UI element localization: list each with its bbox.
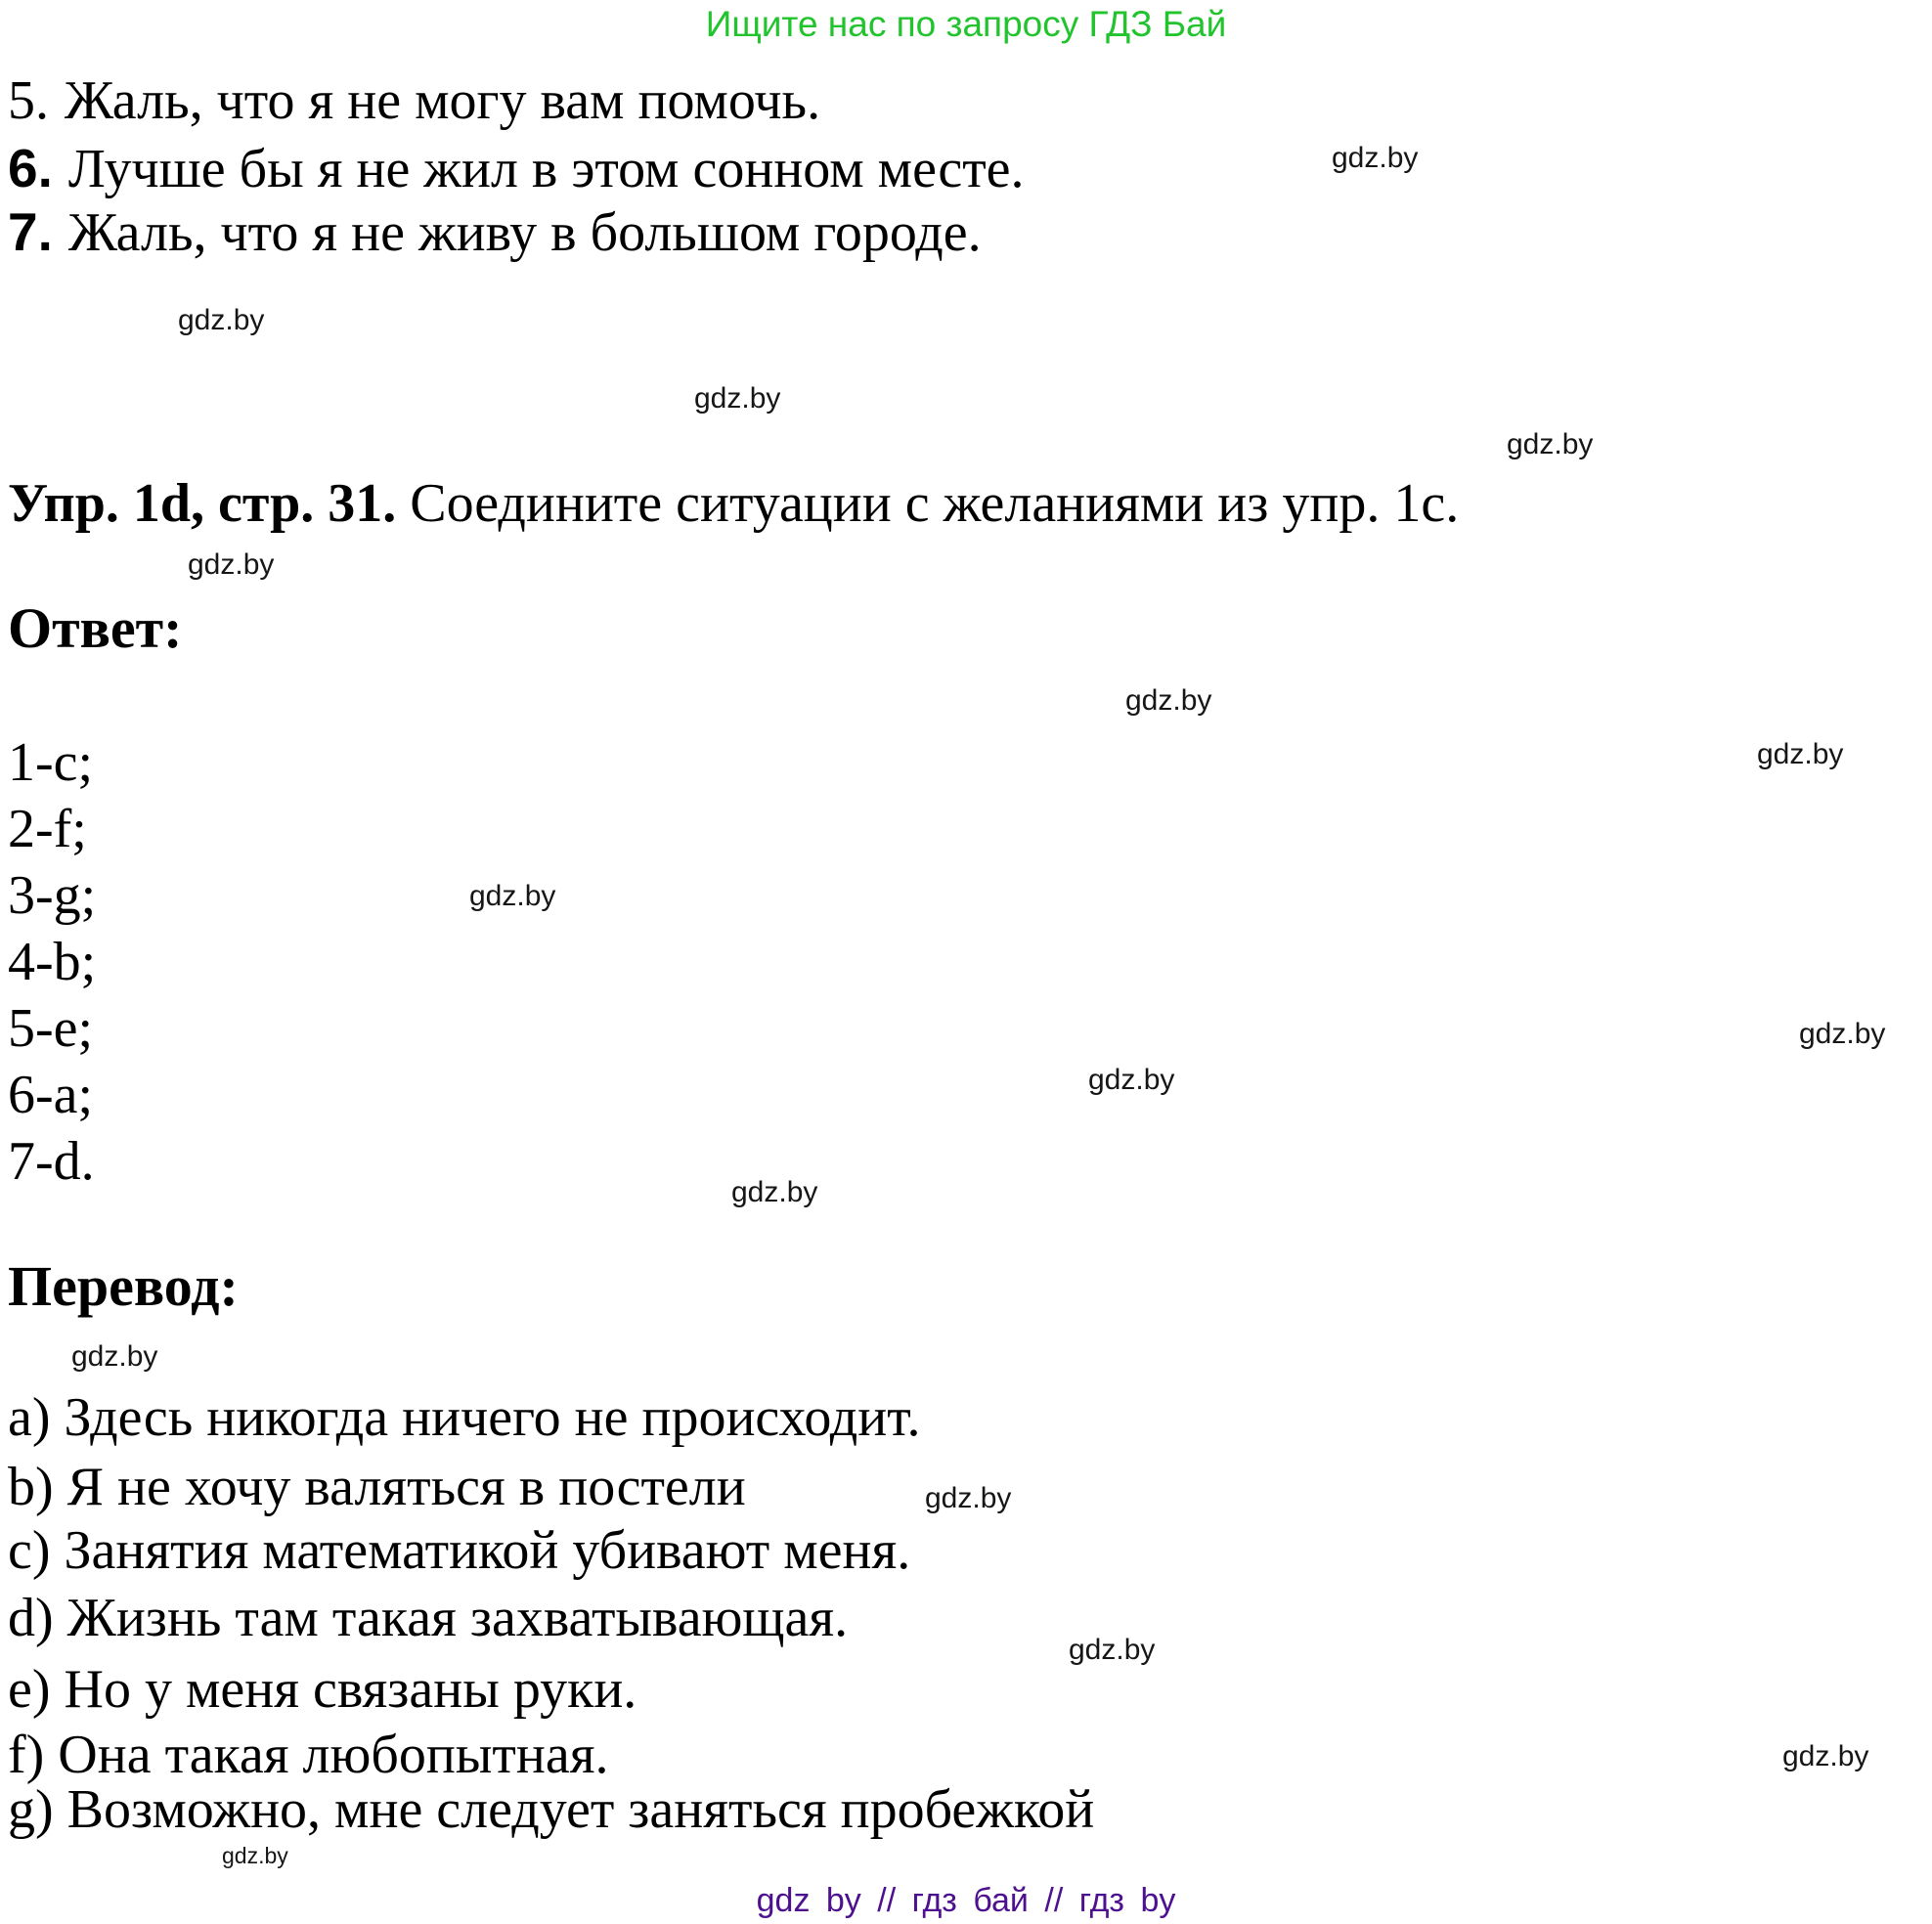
watermark: gdz.by xyxy=(1069,1634,1156,1666)
sentence-item-5 xyxy=(8,69,820,132)
sentence-number: 7. xyxy=(8,201,53,262)
answer-item: 4-b; xyxy=(8,932,97,992)
translation-heading: Перевод: xyxy=(8,1254,239,1318)
exercise-task: Соедините ситуации с желаниями из упр. 1c. xyxy=(410,473,1460,534)
sentence-number: 6. xyxy=(8,138,53,198)
answer-item: 5-e; xyxy=(8,998,94,1059)
watermark: gdz.by xyxy=(1125,684,1212,717)
site-banner: Ищите нас по запросу ГДЗ Бай xyxy=(705,4,1227,44)
watermark: gdz.by xyxy=(222,1843,288,1868)
sentence-text: Лучше бы я не жил в этом сонном месте. xyxy=(67,139,1025,199)
watermark: gdz.by xyxy=(1757,738,1844,770)
answer-item: 3-g; xyxy=(8,865,97,926)
watermark: gdz.by xyxy=(694,382,781,415)
watermark: gdz.by xyxy=(925,1482,1012,1514)
footer-links: gdz by // гдз бай // гдз by xyxy=(756,1882,1176,1919)
exercise-heading xyxy=(8,472,1459,535)
answer-item: 1-c; xyxy=(8,732,94,793)
watermark: gdz.by xyxy=(188,548,275,581)
translation-item: f) Она такая любопытная. xyxy=(8,1725,609,1785)
answer-heading: Ответ: xyxy=(8,596,183,660)
translation-item: c) Занятия математикой убивают меня. xyxy=(8,1520,911,1581)
translation-item: a) Здесь никогда ничего не происходит. xyxy=(8,1387,921,1448)
answer-item: 6-a; xyxy=(8,1065,94,1125)
translation-item: g) Возможно, мне следует заняться пробежкой xyxy=(8,1779,1095,1840)
translation-item: b) Я не хочу валяться в постели xyxy=(8,1457,746,1517)
watermark: gdz.by xyxy=(178,304,265,336)
watermark: gdz.by xyxy=(1507,428,1594,460)
watermark: gdz.by xyxy=(71,1340,158,1373)
sentence-text: Жаль, что я не живу в большом городе. xyxy=(67,202,982,263)
sentence-text: Жаль, что я не могу вам помочь. xyxy=(65,70,821,131)
answer-item: 2-f; xyxy=(8,799,87,859)
exercise-label: Упр. 1d, стр. 31. xyxy=(8,473,397,534)
watermark: gdz.by xyxy=(731,1176,818,1208)
watermark: gdz.by xyxy=(1088,1064,1175,1096)
translation-item: e) Но у меня связаны руки. xyxy=(8,1659,637,1720)
watermark: gdz.by xyxy=(1782,1740,1869,1772)
translation-item: d) Жизнь там такая захватывающая. xyxy=(8,1588,849,1648)
watermark: gdz.by xyxy=(469,880,556,912)
sentence-item-7 xyxy=(8,201,982,264)
sentence-number: 5. xyxy=(8,70,49,131)
answer-item: 7-d. xyxy=(8,1131,95,1192)
sentence-item-6 xyxy=(8,138,1025,200)
watermark: gdz.by xyxy=(1799,1018,1886,1050)
watermark: gdz.by xyxy=(1332,142,1419,174)
